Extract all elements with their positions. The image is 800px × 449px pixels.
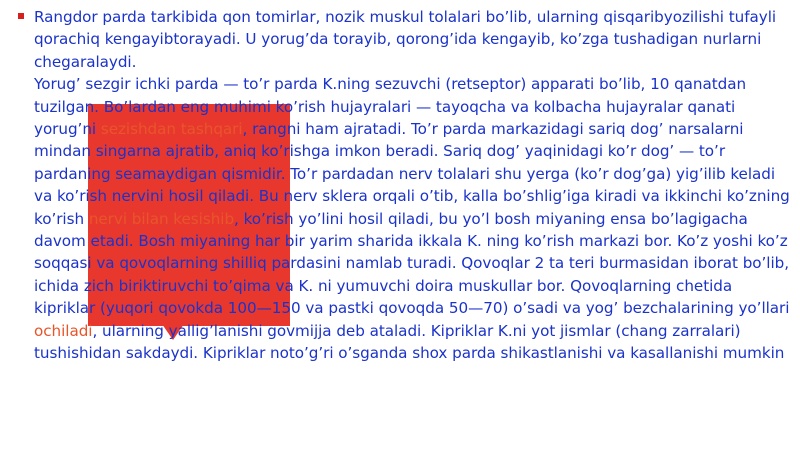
highlight-text: nervi bilan kesishib (88, 209, 235, 228)
text-segment: , ko’rish yo’lini hosil qiladi, bu yo’l bosh miyaning ensa bo’lagigacha davom etadi. Bosh miyaning har bir yarim sharida ikkala K. ning ko’rish markazi bor. Ko’z yoshi ko’z soqqasi va qovoqlarning shilliq pardasini namlab turadi. Qovoqlar 2 ta teri burmasidan iborat bo’lib, ichida zich biriktiruvchi to’qima va K. ni yumuvchi doira muskullar bor. Qovoqlarning chetida kipriklar (yuqori qovokda 100—150 va pastki qovoqda 50—70) o’sadi va yog’ bezchalarining yo’llari (34, 209, 790, 318)
body-text (34, 6, 796, 365)
bullet-square-icon (18, 13, 24, 19)
text-segment: , ularning yallig’lanishi govmijja deb ataladi. Kipriklar K.ni yot jismlar (chang zarralari) tushishidan sakdaydi. Kipriklar noto’g’ri o’sganda shox parda shikastlanishi va kasallanishi mumkin (34, 321, 785, 363)
text-segment: , rangni ham ajratadi. To’r parda markazidagi sariq dog’ narsalarni mindan singarna ajratib, aniq ko’rishga imkon beradi. Sariq dog’ yaqinidagi ko’r dog’ — to’r pardaning seamaydigan qismidir. To’r pardadan nerv tolalari shu yerga (ko’r dog’ga) yig’ilib keladi va ko’rish nervini hosil qiladi. Bu nerv sklera orqali o’tib, kalla bo’shlig’iga kiradi va ikkinchi ko’zning ko’rish (34, 120, 790, 228)
paragraph-retina (34, 73, 796, 364)
text-segment: Yorug’ sezgir ichki parda — to’r parda K.ning sezuvchi (retseptor) apparati bo’lib, 10 qanatdan tuzilgan. Bo’lardan eng muhimi ko’rish hujayralari — tayoqcha va kolbacha hujayralar qanati yorug’ni (34, 75, 747, 139)
highlight-text: sezishdan tashqari (100, 120, 243, 139)
highlight-text: ochiladi (34, 321, 93, 340)
paragraph-iris: Rangdor parda tarkibida qon tomirlar, nozik muskul tolalari bo’lib, ularning qisqaribyozilishi tufayli qorachiq kengayibtorayadi. U yorug’da torayib, qorong’ida kengayib, ko’zga tushadigan nurlarni chegaralaydi. (34, 8, 777, 71)
